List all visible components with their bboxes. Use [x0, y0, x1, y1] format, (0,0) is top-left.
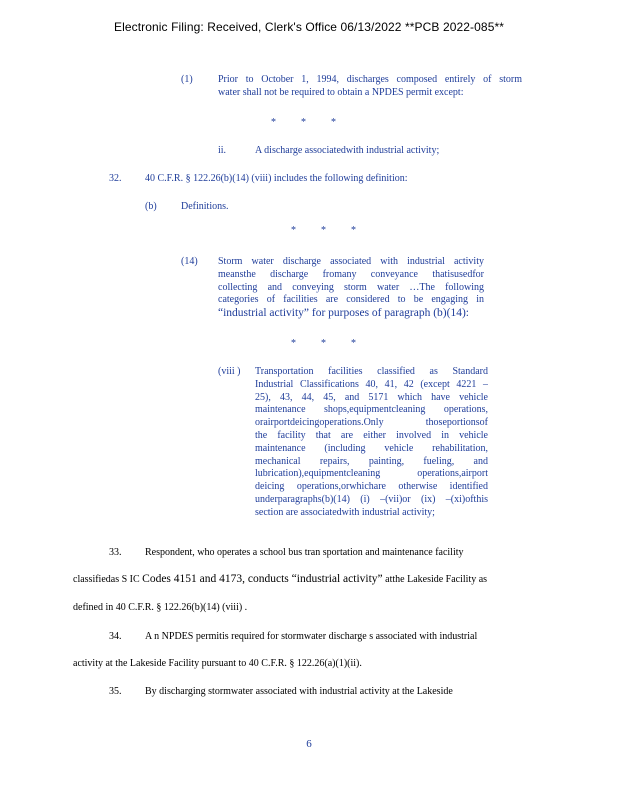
para1-marker: (1) [181, 74, 193, 85]
para14-line-4: categories of facilities are considered to be engaging in [218, 294, 484, 306]
paragraph-33-line-2 [73, 573, 487, 587]
paragraph-32-number: 32. [109, 173, 122, 184]
ellipsis-stars-3: * * * [291, 338, 356, 349]
viii-line-1: Transportation facilities classified as Standard [255, 366, 488, 377]
ellipsis-stars-2: * * * [291, 225, 356, 236]
viii-line-4: maintenance shops,equipmentcleaning operations, [255, 404, 488, 416]
viii-line-8: mechanical repairs, painting, fueling, and [255, 455, 488, 467]
paragraph-34-line-2: activity at the Lakeside Facility pursuant to 40 C.F.R. § 122.26(a)(1)(ii). [73, 658, 362, 669]
viii-line-3: 25), 43, 44, 45, and 5171 which have vehicle [255, 391, 488, 403]
item-b-marker: (b) [145, 201, 157, 212]
p33-line2-post: atthe Lakeside Facility as [382, 574, 488, 585]
paragraph-33-line-3: defined in 40 C.F.R. § 122.26(b)(14) (viii) . [73, 602, 248, 613]
paragraph-34-line-1: A n NPDES permitis required for stormwater discharge s associated with industrial [145, 631, 478, 642]
para14-line-3: collecting and conveying storm water …The following [218, 281, 484, 293]
para14-block [218, 256, 484, 307]
ellipsis-stars-1: * * * [271, 117, 336, 128]
viii-line-12: section are associatedwith industrial activity; [255, 506, 435, 518]
page-number: 6 [306, 738, 312, 750]
viii-line-11: underparagraphs(b)(14) (i) –(vii)or (ix) –(xi)ofthis [255, 493, 488, 505]
p33-line2-codes: Codes 4151 and 4173, conducts “industrial activity” [142, 573, 383, 585]
viii-line-6: the facility that are either involved in vehicle [255, 429, 488, 441]
paragraph-33-line-1: Respondent, who operates a school bus tran sportation and maintenance facility [145, 547, 464, 558]
paragraph-35-number: 35. [109, 686, 122, 697]
paragraph-34-number: 34. [109, 631, 122, 642]
filing-header: Electronic Filing: Received, Clerk's Office 06/13/2022 **PCB 2022-085** [113, 20, 505, 34]
para14-marker: (14) [181, 256, 198, 267]
para14-line-1: Storm water discharge associated with industrial activity [218, 256, 484, 267]
paragraph-33-number: 33. [109, 547, 122, 558]
viii-line-10: deicing operations,orwhichare otherwise identified [255, 481, 488, 493]
item-ii-marker: ii. [218, 145, 227, 156]
viii-line-5: orairportdeicingoperations.Only thoseportionsof [255, 417, 488, 429]
viii-line-2: Industrial Classifications 40, 41, 42 (except 4221 – [255, 378, 488, 390]
para1-line-2: water shall not be required to obtain a NPDES permit except: [218, 86, 464, 98]
paragraph-32-text: 40 C.F.R. § 122.26(b)(14) (viii) includes the following definition: [145, 173, 408, 184]
paragraph-35-line-1: By discharging stormwater associated with industrial activity at the Lakeside [145, 686, 453, 697]
item-viii-marker: (viii ) [218, 366, 241, 377]
para14-last-line: “industrial activity” for purposes of paragraph (b)(14): [218, 307, 469, 319]
para1-block [218, 74, 522, 100]
item-ii-text: A discharge associatedwith industrial activity; [255, 145, 440, 156]
p33-line2-pre: classifiedas S IC [73, 574, 143, 585]
para1-line-1: Prior to October 1, 1994, discharges composed entirely of storm [218, 74, 522, 85]
item-viii-block [255, 366, 488, 520]
viii-line-7: maintenance (including vehicle rehabilitation, [255, 442, 488, 454]
para14-line-2: meansthe discharge fromany conveyance thatisusedfor [218, 268, 484, 280]
viii-line-9: lubrication),equipmentcleaning operations,airport [255, 468, 488, 480]
item-b-text: Definitions. [181, 201, 229, 212]
